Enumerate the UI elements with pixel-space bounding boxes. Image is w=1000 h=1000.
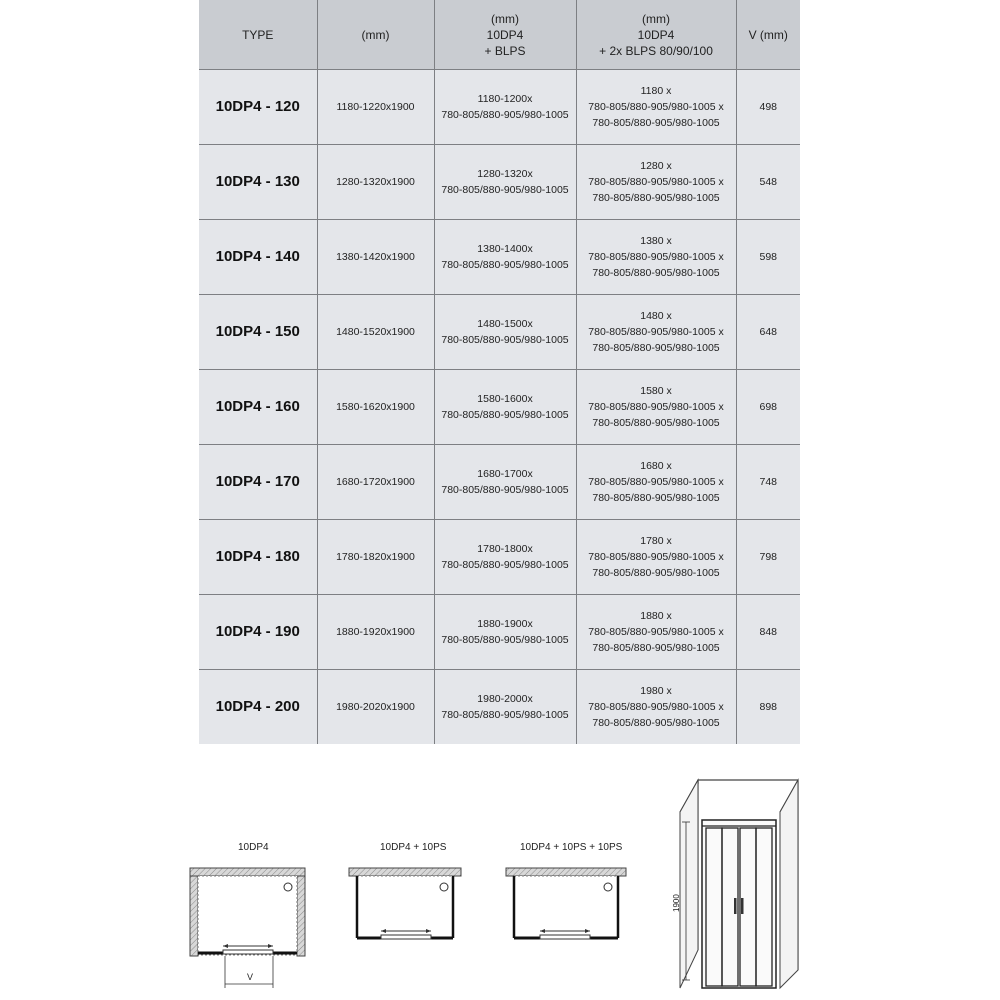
back-wall bbox=[349, 868, 461, 876]
cell-text: 780-805/880-905/980-1005 x bbox=[588, 251, 724, 263]
table-row bbox=[199, 145, 800, 220]
cell-text: 780-805/880-905/980-1005 bbox=[441, 109, 569, 121]
back-wall bbox=[190, 868, 305, 876]
cell-text: 780-805/880-905/980-1005 x bbox=[588, 176, 724, 188]
cell-text: 780-805/880-905/980-1005 x bbox=[588, 476, 724, 488]
cell-text: 548 bbox=[759, 176, 778, 188]
cell-text: 780-805/880-905/980-1005 bbox=[592, 717, 720, 729]
blps-cell bbox=[434, 595, 576, 670]
column-header-2 bbox=[317, 0, 434, 70]
table-header-row bbox=[199, 0, 800, 70]
plan-10dp4-10ps-diagram bbox=[345, 860, 475, 950]
left-side-wall bbox=[680, 780, 698, 988]
table-row bbox=[199, 520, 800, 595]
type-cell bbox=[199, 370, 317, 445]
cell-text: 1680-1720x1900 bbox=[336, 476, 415, 488]
door-frame bbox=[702, 820, 776, 988]
type-cell bbox=[199, 520, 317, 595]
cell-text: 10DP4 - 190 bbox=[215, 623, 300, 640]
cell-text: 780-805/880-905/980-1005 bbox=[592, 492, 720, 504]
cell-text: 780-805/880-905/980-1005 bbox=[592, 567, 720, 579]
blps-cell bbox=[434, 70, 576, 145]
cell-text: 648 bbox=[759, 326, 778, 338]
v-cell bbox=[736, 70, 800, 145]
v-cell bbox=[736, 595, 800, 670]
shower-area bbox=[514, 876, 618, 938]
header-text: (mm) bbox=[361, 27, 390, 42]
size-cell bbox=[317, 670, 434, 745]
v-cell bbox=[736, 370, 800, 445]
plan-10dp4-10ps-10ps-diagram bbox=[500, 860, 635, 950]
cell-text: 1380 x bbox=[640, 235, 672, 247]
blps2-cell bbox=[576, 595, 736, 670]
cell-text: 780-805/880-905/980-1005 x bbox=[588, 401, 724, 413]
cell-text: 10DP4 - 170 bbox=[215, 473, 300, 490]
cell-text: 10DP4 - 180 bbox=[215, 548, 300, 565]
cell-text: 10DP4 - 120 bbox=[215, 98, 300, 115]
blps2-cell bbox=[576, 445, 736, 520]
cell-text: 1580-1600x bbox=[477, 393, 533, 405]
blps-cell bbox=[434, 370, 576, 445]
type-cell bbox=[199, 295, 317, 370]
cell-text: 1280 x bbox=[640, 160, 672, 172]
cell-text: 898 bbox=[759, 701, 778, 713]
cell-text: 1880 x bbox=[640, 610, 672, 622]
plan-label-10dp4-10ps: 10DP4 + 10PS bbox=[380, 842, 447, 853]
cell-text: 780-805/880-905/980-1005 bbox=[592, 192, 720, 204]
v-cell bbox=[736, 220, 800, 295]
header-text: (mm) bbox=[491, 11, 519, 26]
cell-text: 780-805/880-905/980-1005 bbox=[441, 709, 569, 721]
blps-cell bbox=[434, 220, 576, 295]
v-cell bbox=[736, 145, 800, 220]
table-row bbox=[199, 295, 800, 370]
v-cell bbox=[736, 445, 800, 520]
table-row bbox=[199, 370, 800, 445]
cell-text: 780-805/880-905/980-1005 bbox=[592, 117, 720, 129]
plan-10dp4-diagram bbox=[185, 860, 320, 1000]
table-row bbox=[199, 220, 800, 295]
table-row bbox=[199, 70, 800, 145]
cell-text: 10DP4 - 130 bbox=[215, 173, 300, 190]
cell-text: 1980-2000x bbox=[477, 693, 533, 705]
blps-cell bbox=[434, 445, 576, 520]
column-header-1 bbox=[199, 0, 317, 70]
door-panel bbox=[540, 935, 590, 939]
cell-text: 1180-1200x bbox=[477, 93, 533, 105]
cell-text: 1680 x bbox=[640, 460, 672, 472]
v-cell bbox=[736, 670, 800, 745]
header-text: 10DP4 bbox=[486, 27, 524, 42]
cell-text: 748 bbox=[759, 476, 778, 488]
cell-text: 10DP4 - 150 bbox=[215, 323, 300, 340]
table-body bbox=[199, 70, 800, 745]
cell-text: 780-805/880-905/980-1005 x bbox=[588, 326, 724, 338]
type-cell bbox=[199, 70, 317, 145]
blps-cell bbox=[434, 295, 576, 370]
cell-text: 10DP4 - 160 bbox=[215, 398, 300, 415]
header-text: 10DP4 bbox=[637, 27, 675, 42]
blps-cell bbox=[434, 670, 576, 745]
height-dimension-label: 1900 bbox=[672, 894, 681, 912]
cell-text: 780-805/880-905/980-1005 x bbox=[588, 551, 724, 563]
size-cell bbox=[317, 145, 434, 220]
cell-text: 10DP4 - 200 bbox=[215, 698, 300, 715]
cell-text: 780-805/880-905/980-1005 bbox=[592, 342, 720, 354]
cell-text: 1580-1620x1900 bbox=[336, 401, 415, 413]
cell-text: 10DP4 - 140 bbox=[215, 248, 300, 265]
cell-text: 780-805/880-905/980-1005 bbox=[592, 642, 720, 654]
cell-text: 1780-1800x bbox=[477, 543, 533, 555]
cell-text: 698 bbox=[759, 401, 778, 413]
column-header-4 bbox=[576, 0, 736, 70]
cell-text: 598 bbox=[759, 251, 778, 263]
cell-text: 780-805/880-905/980-1005 bbox=[441, 484, 569, 496]
size-cell bbox=[317, 220, 434, 295]
right-side-wall bbox=[780, 780, 798, 988]
handle-left-icon bbox=[734, 898, 737, 914]
cell-text: 780-805/880-905/980-1005 bbox=[441, 559, 569, 571]
blps-cell bbox=[434, 520, 576, 595]
size-cell bbox=[317, 295, 434, 370]
header-text: + 2x BLPS 80/90/100 bbox=[599, 43, 713, 58]
cell-text: 1980-2020x1900 bbox=[336, 701, 415, 713]
back-wall bbox=[506, 868, 626, 876]
cell-text: 780-805/880-905/980-1005 bbox=[592, 417, 720, 429]
cell-text: 1680-1700x bbox=[477, 468, 533, 480]
header-text: + BLPS bbox=[484, 43, 526, 58]
type-cell bbox=[199, 145, 317, 220]
cell-text: 1180 x bbox=[640, 85, 672, 97]
cell-text: 1480-1500x bbox=[477, 318, 533, 330]
shower-area bbox=[357, 876, 453, 938]
cell-text: 498 bbox=[759, 101, 778, 113]
v-cell bbox=[736, 295, 800, 370]
v-cell bbox=[736, 520, 800, 595]
blps2-cell bbox=[576, 520, 736, 595]
cell-text: 1880-1900x bbox=[477, 618, 533, 630]
size-cell bbox=[317, 370, 434, 445]
blps-cell bbox=[434, 145, 576, 220]
cell-text: 780-805/880-905/980-1005 bbox=[441, 409, 569, 421]
type-cell bbox=[199, 220, 317, 295]
blps2-cell bbox=[576, 70, 736, 145]
plan-label-10dp4: 10DP4 bbox=[238, 842, 269, 853]
cell-text: 780-805/880-905/980-1005 bbox=[441, 184, 569, 196]
cell-text: 1580 x bbox=[640, 385, 672, 397]
blps2-cell bbox=[576, 295, 736, 370]
shower-enclosure-elevation bbox=[668, 770, 808, 996]
cell-text: 780-805/880-905/980-1005 bbox=[441, 334, 569, 346]
header-text: TYPE bbox=[242, 27, 274, 42]
header-text: V (mm) bbox=[748, 27, 788, 42]
plan-label-10dp4-10ps-10ps: 10DP4 + 10PS + 10PS bbox=[520, 842, 623, 853]
cell-text: 780-805/880-905/980-1005 x bbox=[588, 626, 724, 638]
cell-text: 1480-1520x1900 bbox=[336, 326, 415, 338]
cell-text: 1280-1320x1900 bbox=[336, 176, 415, 188]
size-cell bbox=[317, 520, 434, 595]
cell-text: 1780-1820x1900 bbox=[336, 551, 415, 563]
door-panel bbox=[223, 950, 273, 954]
table-row bbox=[199, 445, 800, 520]
size-cell bbox=[317, 595, 434, 670]
cell-text: 1380-1420x1900 bbox=[336, 251, 415, 263]
cell-text: 848 bbox=[759, 626, 778, 638]
blps2-cell bbox=[576, 220, 736, 295]
cell-text: 1780 x bbox=[640, 535, 672, 547]
cell-text: 1280-1320x bbox=[477, 168, 533, 180]
cell-text: 780-805/880-905/980-1005 bbox=[441, 259, 569, 271]
blps2-cell bbox=[576, 370, 736, 445]
left-wall bbox=[190, 868, 198, 956]
size-cell bbox=[317, 445, 434, 520]
type-cell bbox=[199, 595, 317, 670]
column-header-3 bbox=[434, 0, 576, 70]
handle-right-icon bbox=[741, 898, 744, 914]
cell-text: 780-805/880-905/980-1005 bbox=[592, 267, 720, 279]
cell-text: 1880-1920x1900 bbox=[336, 626, 415, 638]
cell-text: 780-805/880-905/980-1005 bbox=[441, 634, 569, 646]
cell-text: 798 bbox=[759, 551, 778, 563]
size-cell bbox=[317, 70, 434, 145]
cell-text: 780-805/880-905/980-1005 x bbox=[588, 101, 724, 113]
table-row bbox=[199, 670, 800, 745]
type-cell bbox=[199, 445, 317, 520]
door-panel bbox=[381, 935, 431, 939]
cell-text: 1380-1400x bbox=[477, 243, 533, 255]
type-cell bbox=[199, 670, 317, 745]
dimensions-table bbox=[199, 0, 800, 744]
cell-text: 1480 x bbox=[640, 310, 672, 322]
cell-text: 1180-1220x1900 bbox=[336, 101, 415, 113]
column-header-5 bbox=[736, 0, 800, 70]
header-text: (mm) bbox=[642, 11, 670, 26]
right-wall bbox=[297, 868, 305, 956]
blps2-cell bbox=[576, 145, 736, 220]
dimension-v-label: V bbox=[247, 972, 254, 982]
blps2-cell bbox=[576, 670, 736, 745]
table-row bbox=[199, 595, 800, 670]
cell-text: 780-805/880-905/980-1005 x bbox=[588, 701, 724, 713]
cell-text: 1980 x bbox=[640, 685, 672, 697]
shower-area bbox=[198, 876, 297, 955]
